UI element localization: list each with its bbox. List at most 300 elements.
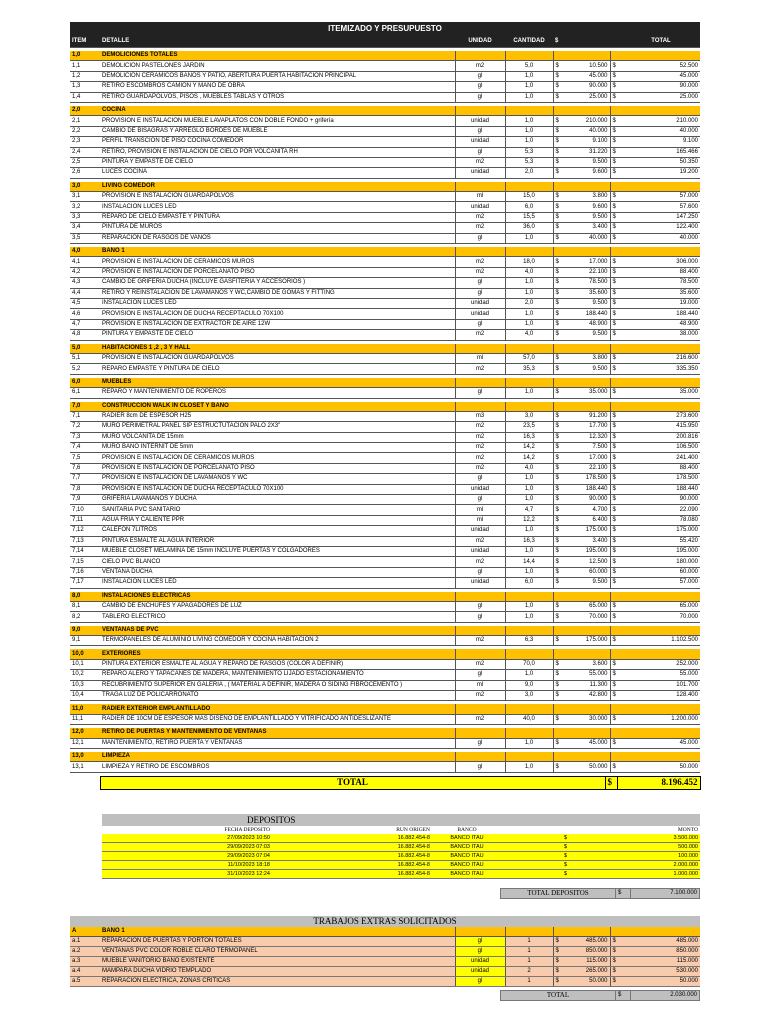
item-unit: unidad <box>455 116 505 126</box>
currency-symbol: $ <box>610 364 622 374</box>
item-unit-price: 9.500 <box>565 212 610 222</box>
item-unit: ml <box>455 192 505 202</box>
deposit-amount: 1.000.000 <box>574 870 700 879</box>
currency-symbol: $ <box>610 61 622 71</box>
item-code: 2,5 <box>70 157 100 167</box>
item-unit-price: 10.500 <box>565 61 610 71</box>
item-unit: gl <box>455 495 505 505</box>
section-row <box>70 247 700 257</box>
table-row <box>70 670 700 680</box>
section-name: MUEBLES <box>100 378 455 388</box>
currency-symbol: $ <box>553 484 565 494</box>
extra-unit: gl <box>455 947 505 957</box>
blank <box>610 247 622 257</box>
extra-code: a.2 <box>70 947 100 957</box>
currency-symbol: $ <box>610 738 622 748</box>
item-quantity: 1,0 <box>505 601 553 611</box>
item-quantity: 15,5 <box>505 212 553 222</box>
item-unit: ml <box>455 680 505 690</box>
item-code: 3,4 <box>70 223 100 233</box>
item-total: 70.000 <box>622 612 700 622</box>
extra-unit: gl <box>455 937 505 947</box>
blank <box>505 344 553 354</box>
currency-symbol: $ <box>553 957 565 967</box>
item-unit-price: 70.000 <box>565 612 610 622</box>
deposit-amount: 100.000 <box>574 852 700 861</box>
blank <box>622 752 700 762</box>
item-quantity: 1,0 <box>505 278 553 288</box>
extras-total-value: 2.030.000 <box>631 991 700 1001</box>
deposit-bank: BANCO ITAU <box>432 852 502 861</box>
item-unit-price: 40.000 <box>565 233 610 243</box>
table-row <box>70 71 700 81</box>
blank <box>455 182 505 192</box>
blank <box>455 247 505 257</box>
currency-symbol: $ <box>553 364 565 374</box>
currency-symbol: $ <box>610 474 622 484</box>
currency-symbol: $ <box>610 659 622 669</box>
item-code: 7,14 <box>70 546 100 556</box>
item-code: 10,2 <box>70 670 100 680</box>
item-unit: ml <box>455 515 505 525</box>
currency-symbol: $ <box>553 212 565 222</box>
item-code: 7,10 <box>70 505 100 515</box>
item-quantity: 1,0 <box>505 137 553 147</box>
item-total: 60.000 <box>622 567 700 577</box>
item-unit: gl <box>455 670 505 680</box>
item-code: 6,1 <box>70 388 100 398</box>
blank <box>502 834 562 843</box>
item-quantity: 4,0 <box>505 463 553 473</box>
currency-symbol: $ <box>553 536 565 546</box>
item-description: PINTURA Y EMPASTE DE CIELO <box>100 157 455 167</box>
extra-code: a.3 <box>70 957 100 967</box>
blank <box>622 51 700 61</box>
item-unit-price: 90.000 <box>565 82 610 92</box>
deposits-table <box>102 826 700 879</box>
blank <box>565 592 610 602</box>
section-row <box>70 344 700 354</box>
section-code: 7,0 <box>70 402 100 412</box>
blank <box>553 704 565 714</box>
currency-symbol: $ <box>553 612 565 622</box>
table-row <box>70 443 700 453</box>
item-total: 306.000 <box>622 257 700 267</box>
item-unit: ml <box>455 505 505 515</box>
extras-table <box>70 927 700 987</box>
deposit-date: 11/10/2023 18:18 <box>102 861 272 870</box>
item-code: 2,2 <box>70 126 100 136</box>
item-code: 1,4 <box>70 92 100 102</box>
currency-symbol: $ <box>610 578 622 588</box>
currency-symbol: $ <box>610 147 622 157</box>
table-row <box>70 546 700 556</box>
extras-panel <box>70 916 700 987</box>
currency-symbol: $ <box>610 557 622 567</box>
item-code: 7,12 <box>70 526 100 536</box>
item-total: 175.000 <box>622 526 700 536</box>
blank <box>553 51 565 61</box>
item-description: PROVISION E INSTALACION GUARDAPOLVOS <box>100 192 455 202</box>
currency-symbol: $ <box>610 937 622 947</box>
item-unit: m2 <box>455 714 505 724</box>
item-unit: gl <box>455 474 505 484</box>
item-description: PROVISION E INSTALACION MUEBLE LAVAPLATOS CON DOBLE FONDO + grifería <box>100 116 455 126</box>
item-code: 7,13 <box>70 536 100 546</box>
extra-quantity: 1 <box>505 947 553 957</box>
item-description: REPARO ALERO Y TAPACANES DE MADERA, MANTENIMIENTO LIJADO ESTACIONAMIENTO <box>100 670 455 680</box>
item-code: 7,2 <box>70 422 100 432</box>
currency-symbol: $ <box>553 463 565 473</box>
table-row <box>70 388 700 398</box>
blank <box>553 752 565 762</box>
section-row <box>70 51 700 61</box>
blank <box>610 626 622 636</box>
currency-symbol: $ <box>610 309 622 319</box>
currency-symbol: $ <box>610 536 622 546</box>
deposits-title: DEPOSITOS <box>102 814 700 826</box>
item-unit: m2 <box>455 636 505 646</box>
deposits-total-label: TOTAL DEPOSITOS <box>501 889 616 899</box>
section-name: HABITACIONES 1 ,2 , 3 Y HALL <box>100 344 455 354</box>
currency-symbol: $ <box>553 526 565 536</box>
table-row <box>70 432 700 442</box>
item-description: REPARO EMPASTE Y PINTURA DE CIELO <box>100 364 455 374</box>
item-total: 57.000 <box>622 192 700 202</box>
table-row <box>70 126 700 136</box>
item-description: TABLERO ELECTRICO <box>100 612 455 622</box>
currency-symbol: $ <box>553 309 565 319</box>
currency-symbol: $ <box>553 578 565 588</box>
table-row <box>70 157 700 167</box>
currency-symbol: $ <box>610 71 622 81</box>
item-quantity: 6,3 <box>505 636 553 646</box>
currency-symbol: $ <box>610 432 622 442</box>
blank <box>622 402 700 412</box>
deposit-rut: 16.882.454-8 <box>272 870 432 879</box>
currency-symbol: $ <box>553 202 565 212</box>
section-name: LIVING COMEDOR <box>100 182 455 192</box>
item-code: 3,2 <box>70 202 100 212</box>
item-code: 9,1 <box>70 636 100 646</box>
currency-symbol: $ <box>553 192 565 202</box>
blank <box>455 752 505 762</box>
item-unit: gl <box>455 319 505 329</box>
blank <box>553 378 565 388</box>
item-unit: m2 <box>455 157 505 167</box>
table-row <box>70 278 700 288</box>
extra-row <box>70 967 700 977</box>
currency-symbol: $ <box>553 71 565 81</box>
currency-symbol: $ <box>553 411 565 421</box>
item-unit-price: 178.500 <box>565 474 610 484</box>
item-total: 415.950 <box>622 422 700 432</box>
extra-code: a.5 <box>70 977 100 987</box>
currency-symbol: $ <box>553 515 565 525</box>
budget-sheet <box>70 22 700 790</box>
item-unit: gl <box>455 147 505 157</box>
col-detalle: DETALLE <box>100 36 455 48</box>
item-description: RETIRO, PROVISION E INSTALACION DE CIELO POR VOLCANITA RH <box>100 147 455 157</box>
extra-unit-price: 850.000 <box>565 947 610 957</box>
item-code: 13,1 <box>70 762 100 772</box>
table-row <box>70 330 700 340</box>
item-total: 9.100 <box>622 137 700 147</box>
item-quantity: 1,0 <box>505 288 553 298</box>
item-unit-price: 4.700 <box>565 505 610 515</box>
item-description: MURO VOLCANITA DE 15mm <box>100 432 455 442</box>
section-code: 11,0 <box>70 704 100 714</box>
deposit-row <box>102 843 700 852</box>
blank <box>502 861 562 870</box>
item-quantity: 1,0 <box>505 495 553 505</box>
item-total: 216.600 <box>622 353 700 363</box>
currency-symbol: $ <box>610 192 622 202</box>
item-unit: unidad <box>455 526 505 536</box>
table-row <box>70 411 700 421</box>
currency-symbol: $ <box>610 495 622 505</box>
currency-symbol: $ <box>553 443 565 453</box>
blank <box>565 752 610 762</box>
item-quantity: 1,0 <box>505 126 553 136</box>
table-row <box>70 353 700 363</box>
item-code: 1,2 <box>70 71 100 81</box>
item-total: 19.000 <box>622 298 700 308</box>
table-row <box>70 92 700 102</box>
item-unit-price: 60.000 <box>565 567 610 577</box>
item-total: 78.080 <box>622 515 700 525</box>
blank <box>622 247 700 257</box>
item-total: 50.000 <box>622 762 700 772</box>
blank <box>622 649 700 659</box>
item-total: 22.090 <box>622 505 700 515</box>
table-row <box>70 257 700 267</box>
item-code: 8,1 <box>70 601 100 611</box>
item-unit: gl <box>455 288 505 298</box>
item-total: 45.000 <box>622 71 700 81</box>
blank <box>622 378 700 388</box>
extra-row <box>70 937 700 947</box>
section-code: 8,0 <box>70 592 100 602</box>
item-unit: unidad <box>455 298 505 308</box>
item-total: 178.500 <box>622 474 700 484</box>
extras-total-currency: $ <box>616 991 631 1001</box>
item-unit-price: 9.500 <box>565 330 610 340</box>
blank <box>455 106 505 116</box>
item-unit-price: 175.000 <box>565 526 610 536</box>
section-code: 12,0 <box>70 728 100 738</box>
deposit-rut: 16.882.454-8 <box>272 861 432 870</box>
section-row <box>70 378 700 388</box>
extra-unit-price: 115.000 <box>565 957 610 967</box>
item-total: 128.400 <box>622 691 700 701</box>
blank <box>565 106 610 116</box>
currency-symbol: $ <box>553 601 565 611</box>
currency-symbol: $ <box>553 126 565 136</box>
currency-symbol: $ <box>553 330 565 340</box>
item-description: LUCES COCINA <box>100 168 455 178</box>
section-code: 6,0 <box>70 378 100 388</box>
item-total: 40.000 <box>622 233 700 243</box>
deposit-amount: 2.000.000 <box>574 861 700 870</box>
item-quantity: 3,0 <box>505 411 553 421</box>
currency-symbol: $ <box>553 288 565 298</box>
item-description: MUEBLE CLOSET MELAMINA DE 15mm INCLUYE PUERTAS Y COLGADORES <box>100 546 455 556</box>
currency-symbol: $ <box>610 202 622 212</box>
item-description: PROVISION E INSTALACION DE CERAMICOS MUROS <box>100 453 455 463</box>
item-unit-price: 55.000 <box>565 670 610 680</box>
item-unit-price: 50.000 <box>565 762 610 772</box>
section-row <box>70 402 700 412</box>
item-total: 90.000 <box>622 82 700 92</box>
table-row <box>70 484 700 494</box>
extra-row <box>70 947 700 957</box>
dep-col-rut: RUN ORIGEN <box>396 827 430 833</box>
item-code: 7,7 <box>70 474 100 484</box>
item-total: 101.700 <box>622 680 700 690</box>
item-unit: gl <box>455 71 505 81</box>
blank <box>553 344 565 354</box>
item-unit: ml <box>455 353 505 363</box>
col-total: TOTAL <box>622 36 700 48</box>
item-code: 2,3 <box>70 137 100 147</box>
blank <box>610 344 622 354</box>
item-unit: unidad <box>455 484 505 494</box>
item-code: 4,4 <box>70 288 100 298</box>
col-unidad: UNIDAD <box>455 36 505 48</box>
blank <box>565 402 610 412</box>
deposit-amount: 500.000 <box>574 843 700 852</box>
item-quantity: 5,3 <box>505 157 553 167</box>
item-unit-price: 3.800 <box>565 353 610 363</box>
item-total: 25.000 <box>622 92 700 102</box>
item-code: 2,4 <box>70 147 100 157</box>
extra-unit-price: 485.000 <box>565 937 610 947</box>
item-description: PROVISION E INSTALACION DE PORCELANATO PISO <box>100 267 455 277</box>
table-row <box>70 364 700 374</box>
item-total: 210.000 <box>622 116 700 126</box>
blank <box>553 106 565 116</box>
item-unit-price: 12.320 <box>565 432 610 442</box>
item-quantity: 14,2 <box>505 443 553 453</box>
extras-total <box>500 990 700 1001</box>
extra-row <box>70 977 700 987</box>
item-code: 7,9 <box>70 495 100 505</box>
item-total: 273.600 <box>622 411 700 421</box>
item-unit-price: 9.500 <box>565 298 610 308</box>
currency-symbol: $ <box>610 411 622 421</box>
item-description: RETIRO GUARDAPOLVOS, PISOS , MUEBLES TABLAS Y OTROS <box>100 92 455 102</box>
currency-symbol: $ <box>553 298 565 308</box>
item-unit: gl <box>455 92 505 102</box>
item-description: MANTENIMIENTO, RETIRO PUERTA Y VENTANAS <box>100 738 455 748</box>
currency-symbol: $ <box>610 267 622 277</box>
item-description: CAMBIO DE GRIFERIA DUCHA (INCLUYE GASFITERIA Y ACCESORIOS ) <box>100 278 455 288</box>
item-unit-price: 25.000 <box>565 92 610 102</box>
item-unit-price: 35.000 <box>565 388 610 398</box>
currency-symbol: $ <box>553 267 565 277</box>
item-unit: unidad <box>455 578 505 588</box>
item-unit-price: 3.400 <box>565 536 610 546</box>
item-total: 65.000 <box>622 601 700 611</box>
currency-symbol: $ <box>553 947 565 957</box>
blank <box>455 704 505 714</box>
item-unit: m3 <box>455 411 505 421</box>
item-unit-price: 9.100 <box>565 137 610 147</box>
blank <box>553 247 565 257</box>
section-name: EXTERIORES <box>100 649 455 659</box>
deposit-bank: BANCO ITAU <box>432 843 502 852</box>
item-total: 38.000 <box>622 330 700 340</box>
item-description: PROVISION E INSTALACION DE DUCHA RECEPTACULO 70X100 <box>100 309 455 319</box>
section-name: DEMOLICIONES TOTALES <box>100 51 455 61</box>
section-row <box>70 106 700 116</box>
currency-symbol: $ <box>610 967 622 977</box>
blank <box>622 626 700 636</box>
item-description: REPARACION DE RASGOS DE VANOS <box>100 233 455 243</box>
currency-symbol: $ <box>553 557 565 567</box>
item-unit-price: 175.000 <box>565 636 610 646</box>
currency-symbol: $ <box>562 870 574 879</box>
table-row <box>70 267 700 277</box>
currency-symbol: $ <box>610 636 622 646</box>
item-total: 48.900 <box>622 319 700 329</box>
table-row <box>70 82 700 92</box>
item-description: CAMBIO DE ENCHUFES Y APAGADORES DE LUZ <box>100 601 455 611</box>
item-quantity: 1,0 <box>505 92 553 102</box>
col-precio: $ <box>553 36 565 48</box>
blank <box>622 182 700 192</box>
extras-section-code: A <box>70 927 100 937</box>
section-row <box>70 728 700 738</box>
item-description: GRIFERIA LAVAMANOS Y DUCHA <box>100 495 455 505</box>
item-quantity: 9,0 <box>505 680 553 690</box>
item-unit-price: 22.100 <box>565 463 610 473</box>
item-total: 335.350 <box>622 364 700 374</box>
section-row <box>70 752 700 762</box>
item-quantity: 1,0 <box>505 309 553 319</box>
item-unit-price: 210.000 <box>565 116 610 126</box>
item-total: 19.200 <box>622 168 700 178</box>
item-unit: gl <box>455 738 505 748</box>
dep-col-monto: MONTO <box>677 827 698 833</box>
item-code: 10,4 <box>70 691 100 701</box>
extra-description: REPARACION ELECTRICA, ZONAS CRITICAS <box>100 977 455 987</box>
item-unit: m2 <box>455 557 505 567</box>
item-total: 90.000 <box>622 495 700 505</box>
currency-symbol: $ <box>553 233 565 243</box>
currency-symbol: $ <box>553 691 565 701</box>
blank <box>553 592 565 602</box>
blank <box>610 752 622 762</box>
item-description: LIMPIEZA Y RETIRO DE ESCOMBROS <box>100 762 455 772</box>
currency-symbol: $ <box>553 474 565 484</box>
blank <box>622 728 700 738</box>
item-unit: m2 <box>455 536 505 546</box>
blank <box>553 402 565 412</box>
extra-description: MAMPARA DUCHA VIDRIO TEMPLADO <box>100 967 455 977</box>
table-row <box>70 557 700 567</box>
extra-quantity: 2 <box>505 967 553 977</box>
currency-symbol: $ <box>610 762 622 772</box>
blank <box>622 592 700 602</box>
item-quantity: 16,3 <box>505 432 553 442</box>
blank <box>610 51 622 61</box>
currency-symbol: $ <box>553 670 565 680</box>
item-unit: unidad <box>455 546 505 556</box>
table-row <box>70 526 700 536</box>
table-row <box>70 309 700 319</box>
